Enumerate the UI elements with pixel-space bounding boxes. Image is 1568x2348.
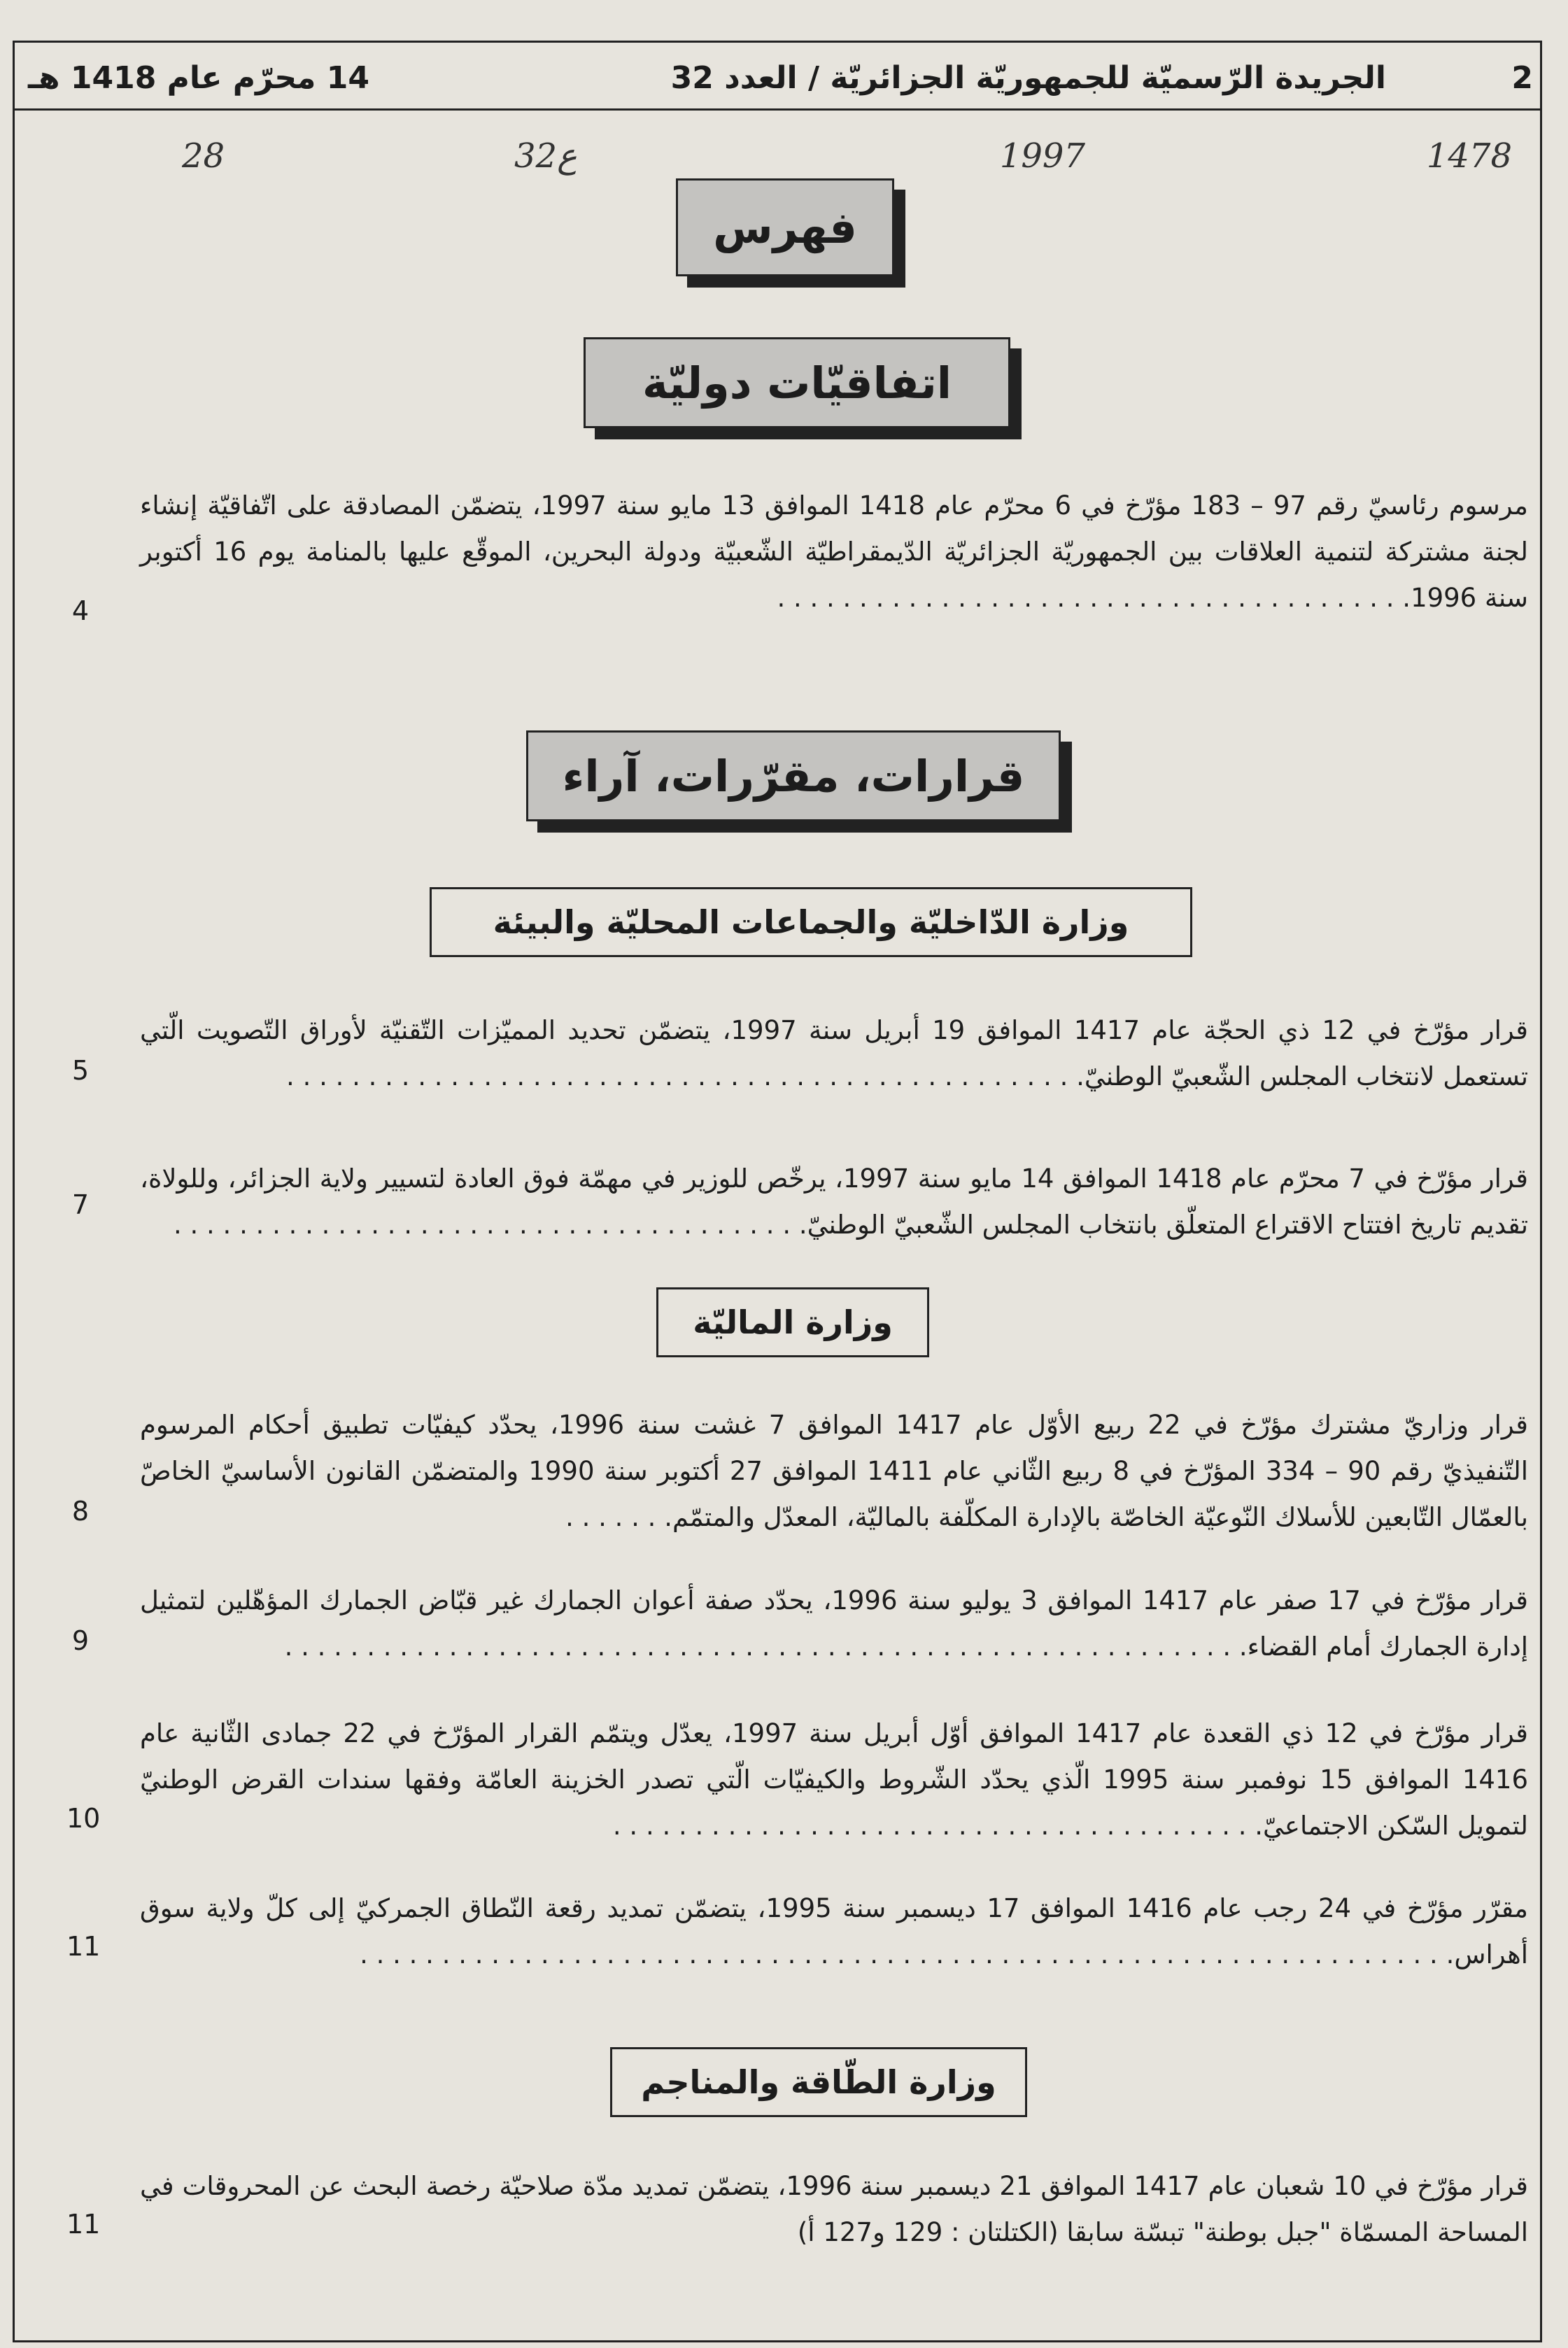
header-page-number: 2 (1511, 60, 1533, 96)
entry-page-number: 11 (66, 1931, 101, 1962)
index-title-box (676, 178, 894, 276)
handwritten-note-3: 32ع (514, 136, 577, 176)
header-rule (13, 108, 1542, 111)
handwritten-note-1: 1478 (1426, 136, 1512, 176)
entry-text: مقرّر مؤرّخ في 24 رجب عام 1416 الموافق 17 ديسمبر سنة 1995، يتضمّن تمديد رقعة النّطاق الجمركيّ إلى كلّ ولاية سوق أهراس. . . . . . . . . . . . . . . . . . . . . . . . . . . . . . . . . . . . . . . . . . . . . . . . . . . . . . . . . . . . . . . . . . . (140, 1893, 1528, 1969)
section-title-box-2 (430, 887, 1192, 957)
entry-2-0 (140, 1007, 1528, 1100)
header-date: 14 محرّم عام 1418 هـ (28, 60, 369, 96)
section-title: وزارة الماليّة (693, 1303, 893, 1341)
handwritten-note-4: 28 (182, 136, 225, 176)
entry-0-0 (140, 483, 1528, 621)
section-title: وزارة الدّاخليّة والجماعات المحليّة والبيئة (493, 903, 1129, 941)
section-title-box-3 (656, 1287, 929, 1357)
entry-page-number: 5 (71, 1055, 90, 1086)
entry-4-0 (140, 2163, 1528, 2256)
entry-page-number: 11 (66, 2209, 101, 2240)
entry-text: قرار مؤرّخ في 12 ذي القعدة عام 1417 الموافق أوّل أبريل سنة 1997، يعدّل ويتمّم القرار المؤرّخ في 22 جمادى الثّانية عام 1416 الموافق 15 نوفمبر سنة 1995 الّذي يحدّد الشّروط والكيفيّات الّتي تصدر الخزينة العامّة وفقها سندات القرض الوطنيّ لتمويل السّكن الاجتماعيّ. . . . . . . . . . . . . . . . . . . . . . . . . . . . . . . . . . . . . . . . (140, 1718, 1529, 1841)
entry-3-0 (140, 1402, 1528, 1541)
entry-text: قرار مؤرّخ في 10 شعبان عام 1417 الموافق 21 ديسمبر سنة 1996، يتضمّن تمديد مدّة صلاحيّة رخصة البحث عن المحروقات في المساحة المسمّاة "جبل بوطنة" تبسّة سابقا (الكتلتان : 129 و127 أ) (140, 2171, 1528, 2247)
header-title: الجريدة الرّسميّة للجمهوريّة الجزائريّة / العدد 32 (670, 60, 1386, 96)
entry-text: قرار مؤرّخ في 7 محرّم عام 1418 الموافق 14 مايو سنة 1997، يرخّص للوزير في مهمّة فوق العادة لتسيير ولاية الجزائر، وللولاة، تقديم تاريخ افتتاح الاقتراع المتعلّق بانتخاب المجلس الشّعبيّ الوطنيّ. . . . . . . . . . . . . . . . . . . . . . . . . . . . . . . . . . . . . . . (140, 1164, 1528, 1240)
entry-text: قرار مؤرّخ في 17 صفر عام 1417 الموافق 3 يوليو سنة 1996، يحدّد صفة أعوان الجمارك غير قبّاض الجمارك المؤهّلين لتمثيل إدارة الجمارك أمام القضاء. . . . . . . . . . . . . . . . . . . . . . . . . . . . . . . . . . . . . . . . . . . . . . . . . . . . . . . . . . . (140, 1585, 1528, 1662)
entry-3-2 (140, 1711, 1528, 1849)
entry-text: قرار مؤرّخ في 12 ذي الحجّة عام 1417 الموافق 19 أبريل سنة 1997، يتضمّن تحديد المميّزات التّقنيّة لأوراق التّصويت الّتي تستعمل لانتخاب المجلس الشّعبيّ الوطنيّ. . . . . . . . . . . . . . . . . . . . . . . . . . . . . . . . . . . . . . . . . . . . . . . . . (140, 1015, 1528, 1091)
entry-3-3 (140, 1886, 1528, 1978)
section-title: اتفاقيّات دوليّة (642, 357, 952, 409)
entry-page-number: 10 (66, 1803, 101, 1834)
section-title-box-0 (584, 337, 1010, 428)
entry-text: قرار وزاريّ مشترك مؤرّخ في 22 ربيع الأوّل عام 1417 الموافق 7 غشت سنة 1996، يحدّد كيفيّات تطبيق أحكام المرسوم التّنفيذيّ رقم 90 – 334 المؤرّخ في 8 ربيع الثّاني عام 1411 الموافق 27 أكتوبر سنة 1990 والمتضمّن القانون الأساسيّ الخاصّ بالعمّال التّابعين للأسلاك النّوعيّة الخاصّة بالإدارة المكلّفة بالماليّة، المعدّل والمتمّم. . . . . . . (140, 1410, 1529, 1532)
index-title: فهرس (713, 201, 857, 253)
entry-3-1 (140, 1578, 1528, 1670)
entry-page-number: 4 (71, 595, 90, 626)
entry-page-number: 8 (71, 1496, 90, 1527)
section-title-box-4 (610, 2047, 1027, 2117)
section-title: وزارة الطّاقة والمناجم (641, 2063, 996, 2101)
entry-page-number: 9 (71, 1625, 90, 1656)
entry-page-number: 7 (71, 1189, 90, 1220)
entry-text: مرسوم رئاسيّ رقم 97 – 183 مؤرّخ في 6 محرّم عام 1418 الموافق 13 مايو سنة 1997، يتضمّن المصادقة على اتّفاقيّة إنشاء لجنة مشتركة لتنمية العلاقات بين الجمهوريّة الجزائريّة الدّيمقراطيّة الشّعبيّة ودولة البحرين، الموقّع عليها بالمنامة يوم 16 أكتوبر سنة 1996. . . . . . . . . . . . . . . . . . . . . . . . . . . . . . . . . . . . . . . (140, 490, 1528, 613)
entry-2-1 (140, 1156, 1528, 1248)
section-title-box-1 (526, 730, 1061, 821)
handwritten-note-2: 1997 (999, 136, 1085, 176)
section-title: قرارات، مقرّرات، آراء (562, 750, 1025, 802)
